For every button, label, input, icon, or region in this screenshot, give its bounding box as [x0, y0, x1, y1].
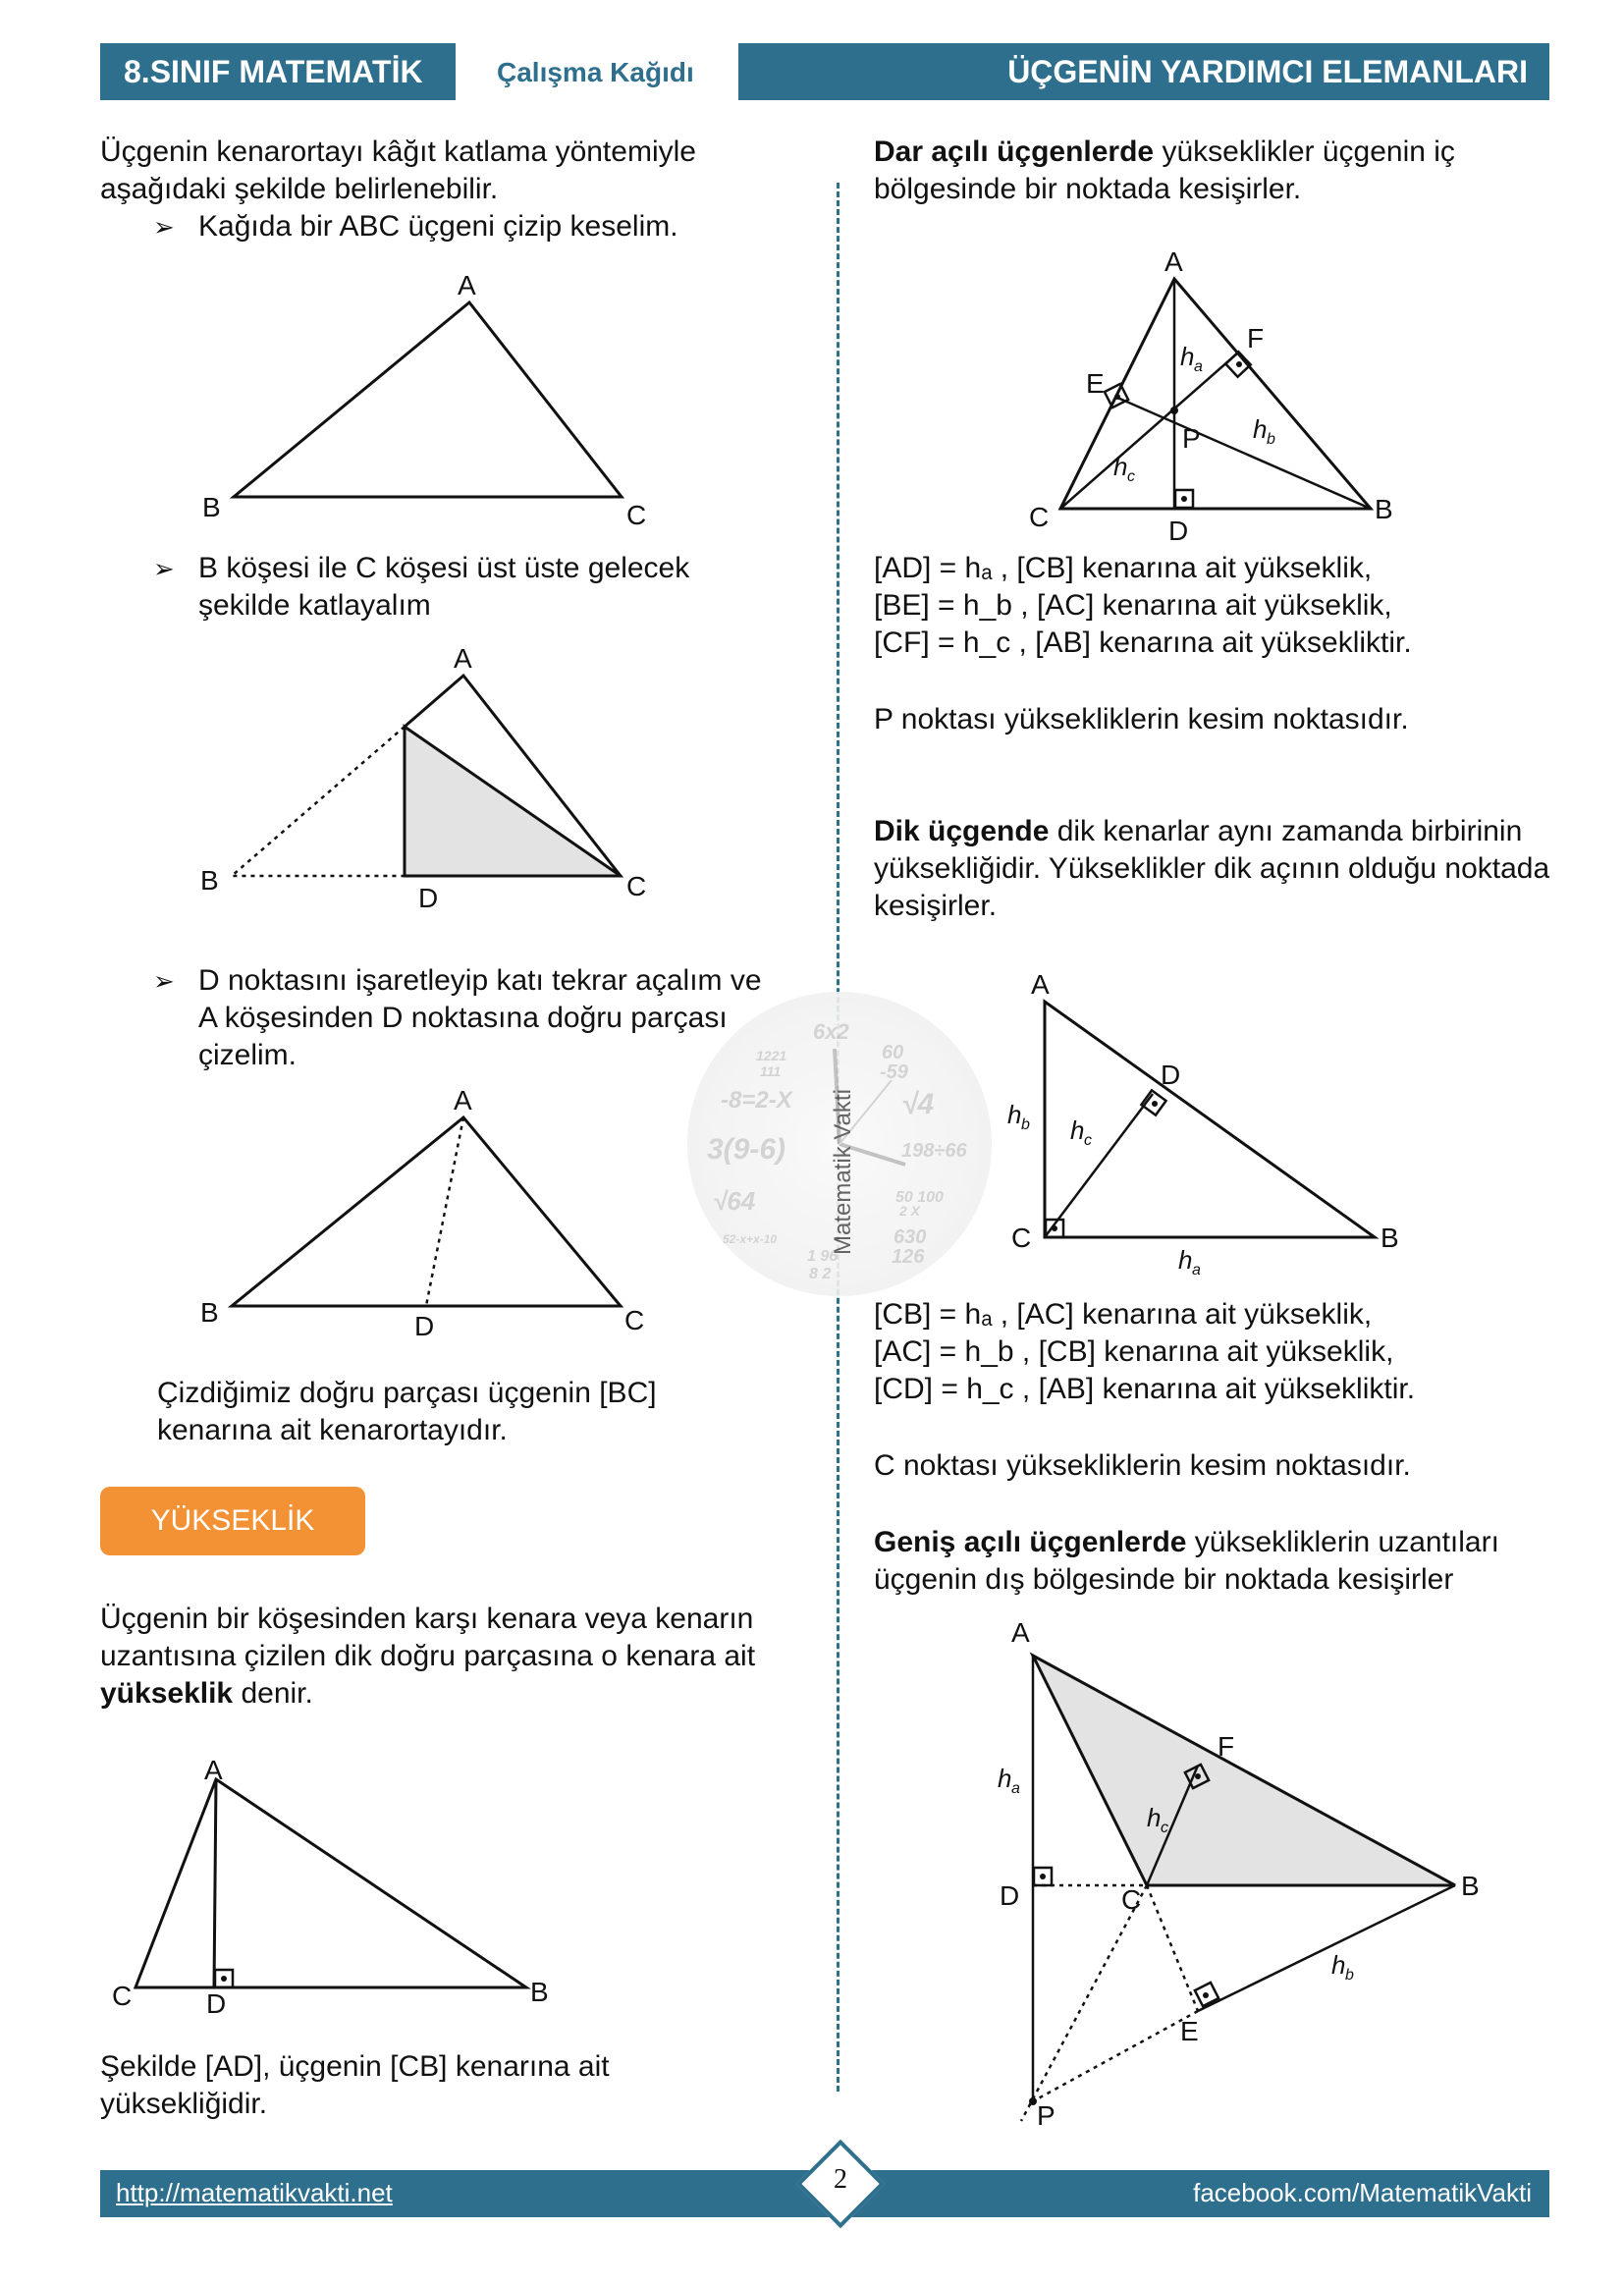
section-badge-yukseklik: [100, 1487, 365, 1555]
acute-line-1: [AD] = hₐ , [CB] kenarına ait yükseklik,: [874, 552, 1373, 584]
definition-part1: Üçgenin bir köşesinden karşı kenara veya kenarın uzantısına çizilen dik doğru parçasına o kenara ait: [100, 1603, 756, 1672]
obtuse-label-d: D: [1000, 1880, 1020, 1911]
svg-text:50 100: 50 100: [895, 1189, 944, 1206]
figure-acute-triangle: [1021, 236, 1414, 550]
right-right-point: C noktası yüksekliklerin kesim noktasıdır.: [874, 1449, 1411, 1482]
obtuse-h-b: h: [1331, 1950, 1346, 1980]
left-definition: [100, 1601, 768, 1713]
obtuse-h-c-sub: c: [1161, 1820, 1168, 1836]
obtuse-h-a: h: [998, 1764, 1012, 1793]
step2-text: B köşesi ile C köşesi üst üste gelecek şekilde katlayalım: [198, 552, 690, 622]
right-right-lines: [874, 1296, 1542, 1408]
right-h-a: h: [1178, 1245, 1193, 1275]
right-line-3: [CD] = h_c , [AB] kenarına ait yüksekliktir.: [874, 1373, 1416, 1405]
left-figure-caption: Şekilde [AD], üçgenin [CB] kenarına ait yüksekliğidir.: [100, 2050, 610, 2120]
svg-text:√4: √4: [901, 1088, 935, 1120]
figure-obtuse-triangle: [992, 1610, 1502, 2141]
left-step2: [153, 550, 748, 625]
acute-line-2: [BE] = h_b , [AC] kenarına ait yükseklik,: [874, 589, 1392, 622]
bullet-arrow-icon: ➢: [153, 212, 175, 242]
acute-h-b: h: [1253, 414, 1268, 444]
right-h-c-sub: c: [1084, 1132, 1092, 1149]
acute-h-c-sub: c: [1127, 468, 1135, 485]
acute-label-p: P: [1182, 423, 1201, 454]
acute-label-b: B: [1375, 494, 1393, 524]
figure-folded-triangle: [187, 638, 677, 933]
obtuse-bold: Geniş açılı üçgenlerde: [874, 1526, 1187, 1558]
svg-text:8 2: 8 2: [809, 1266, 832, 1282]
obtuse-label-f: F: [1218, 1731, 1235, 1762]
right-obtuse-intro: [874, 1524, 1551, 1599]
left-step1: [153, 208, 768, 245]
obtuse-label-p: P: [1037, 2100, 1056, 2131]
svg-text:3(9-6): 3(9-6): [707, 1133, 786, 1166]
obtuse-label-c: C: [1121, 1884, 1142, 1915]
fig4-label-d: D: [206, 1988, 227, 2019]
page-number: 2: [834, 2164, 847, 2195]
obtuse-h-b-sub: b: [1345, 1967, 1354, 1984]
obtuse-h-a-sub: a: [1011, 1780, 1020, 1797]
svg-text:-8=2-X: -8=2-X: [721, 1087, 792, 1114]
fig3-label-c: C: [624, 1305, 645, 1335]
svg-text:2 X: 2 X: [899, 1203, 921, 1219]
fig1-label-b: B: [202, 492, 221, 522]
acute-label-f: F: [1247, 323, 1265, 354]
fig1-label-a: A: [458, 270, 476, 300]
topic-label: ÜÇGENİN YARDIMCI ELEMANLARI: [1007, 53, 1528, 89]
acute-bold: Dar açılı üçgenlerde: [874, 136, 1155, 168]
figure-right-triangle: [1001, 962, 1414, 1277]
acute-label-a: A: [1164, 246, 1183, 277]
right-acute-intro: [874, 134, 1542, 208]
obtuse-h-c: h: [1147, 1803, 1162, 1832]
fig4-label-a: A: [204, 1758, 223, 1785]
footer-facebook[interactable]: facebook.com/MatematikVakti: [1193, 2178, 1532, 2207]
fig4-label-c: C: [112, 1981, 133, 2011]
svg-text:630: 630: [893, 1226, 927, 1248]
svg-text:-59: -59: [880, 1061, 908, 1083]
acute-label-d: D: [1168, 516, 1189, 546]
obtuse-label-e: E: [1180, 2016, 1199, 2046]
svg-text:60: 60: [882, 1042, 904, 1063]
acute-label-e: E: [1086, 368, 1105, 399]
right-acute-lines: [874, 550, 1542, 662]
obtuse-label-b: B: [1461, 1871, 1480, 1901]
fig3-label-a: A: [454, 1085, 472, 1115]
svg-text:1221: 1221: [756, 1048, 787, 1063]
section-badge-label: YÜKSEKLİK: [150, 1504, 315, 1537]
obtuse-label-a: A: [1011, 1617, 1030, 1648]
right-h-a-sub: a: [1192, 1262, 1201, 1277]
bullet-arrow-icon: ➢: [153, 966, 175, 996]
acute-h-b-sub: b: [1267, 431, 1275, 448]
figure-triangle-abc: [187, 265, 677, 530]
figure-altitude-ad: [98, 1758, 589, 2033]
fig2-label-d: D: [418, 883, 439, 913]
class-label: 8.SINIF MATEMATİK: [124, 53, 423, 89]
svg-text:126: 126: [892, 1246, 925, 1268]
right-label-c: C: [1011, 1223, 1032, 1253]
fig3-label-d: D: [414, 1311, 435, 1341]
step1-text: Kağıda bir ABC üçgeni çizip keselim.: [198, 210, 678, 243]
fig2-label-c: C: [626, 871, 647, 901]
left-intro: Üçgenin kenarortayı kâğıt katlama yöntemiyle aşağıdaki şekilde belirlenebilir.: [100, 136, 696, 205]
right-rest: dik kenarlar aynı zamanda birbirinin yüksekliğidir. Yükseklikler dik açının olduğu noktada kesişirler.: [874, 815, 1550, 922]
right-line-2: [AC] = h_b , [CB] kenarına ait yükseklik,: [874, 1335, 1394, 1368]
figure-median: [187, 1080, 677, 1355]
obtuse-rest: yüksekliklerin uzantıları üçgenin dış bölgesinde bir noktada kesişirler: [874, 1526, 1499, 1596]
right-right-intro: [874, 813, 1551, 925]
right-h-c: h: [1070, 1115, 1085, 1145]
svg-text:198÷66: 198÷66: [901, 1140, 967, 1162]
left-conclusion: Çizdiğimiz doğru parçası üçgenin [BC] kenarına ait kenarortayıdır.: [157, 1377, 657, 1446]
left-step3: [153, 962, 768, 1074]
definition-part2: denir.: [233, 1677, 313, 1710]
acute-line-3: [CF] = h_c , [AB] kenarına ait yüksekliktir.: [874, 626, 1412, 659]
right-h-b-sub: b: [1021, 1116, 1030, 1133]
right-acute-point: P noktası yüksekliklerin kesim noktasıdır.: [874, 703, 1409, 735]
fig2-label-a: A: [454, 643, 472, 674]
step3-text: D noktasını işaretleyip katı tekrar açalım ve A köşesinden D noktasına doğru parçası çizelim.: [198, 964, 762, 1071]
right-line-1: [CB] = hₐ , [AC] kenarına ait yükseklik,: [874, 1298, 1373, 1331]
fig3-label-b: B: [200, 1297, 219, 1328]
footer-website-link[interactable]: http://matematikvakti.net: [116, 2178, 393, 2207]
sheet-label: Çalışma Kağıdı: [497, 57, 694, 87]
fig2-label-b: B: [200, 865, 219, 896]
acute-h-a-sub: a: [1194, 358, 1203, 375]
right-label-a: A: [1031, 969, 1050, 1000]
acute-rest: yükseklikler üçgenin iç bölgesinde bir noktada kesişirler.: [874, 136, 1455, 205]
header-topic-box: [738, 43, 1549, 100]
watermark-brand: Matematik Vakti: [830, 1089, 856, 1255]
svg-text:6x2: 6x2: [813, 1019, 849, 1044]
svg-text:52-x+x-10: 52-x+x-10: [723, 1232, 778, 1246]
right-h-b: h: [1007, 1100, 1022, 1129]
acute-h-c: h: [1113, 452, 1128, 481]
right-bold: Dik üçgende: [874, 815, 1050, 847]
right-label-b: B: [1380, 1223, 1399, 1253]
header-class-box: [100, 43, 456, 100]
acute-h-a: h: [1180, 342, 1195, 371]
svg-text:111: 111: [760, 1063, 782, 1079]
acute-label-c: C: [1029, 502, 1050, 532]
svg-text:1 96: 1 96: [807, 1248, 839, 1265]
bullet-arrow-icon: ➢: [153, 554, 175, 583]
fig4-label-b: B: [530, 1977, 549, 2007]
svg-text:√64: √64: [713, 1186, 756, 1216]
definition-bold: yükseklik: [100, 1677, 234, 1710]
fig1-label-c: C: [626, 500, 647, 530]
right-label-d: D: [1161, 1060, 1181, 1090]
